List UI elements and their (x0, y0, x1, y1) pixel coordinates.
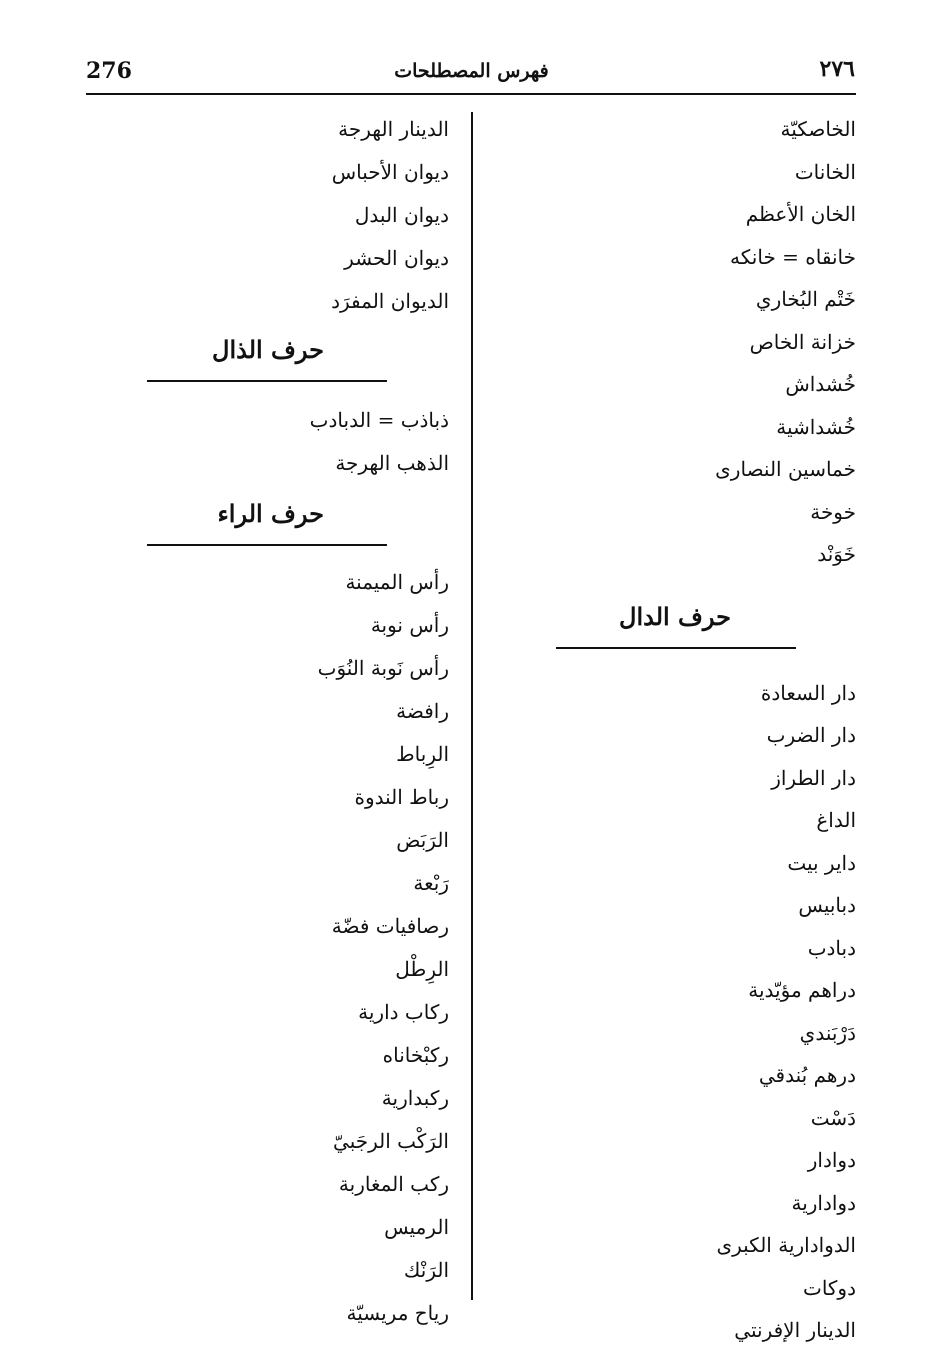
index-entry: داير بيت (787, 850, 856, 875)
index-entry: الرَكْب الرجَبيّ (333, 1129, 449, 1153)
index-entry: الدينار الهرجة (338, 117, 449, 141)
index-entry: رباط الندوة (354, 785, 449, 809)
index-entry: رصافيات فضّة (331, 914, 449, 938)
index-entry: الرِباط (396, 742, 449, 766)
index-entry: خوخة (810, 499, 856, 524)
index-entry: دوادار (807, 1148, 856, 1172)
index-entry: ديوان البدل (354, 203, 449, 227)
index-entry: ذباذب = الدبادب (309, 408, 449, 432)
index-entry: الداغ (816, 808, 856, 832)
index-entry: رياح مريسيّة (346, 1301, 449, 1325)
index-entry: الرَبَض (396, 828, 449, 852)
index-entry: درهم بُندقي (758, 1063, 856, 1087)
entries-kha (526, 108, 856, 576)
index-entry: خماسين النصارى (715, 457, 856, 481)
page-number-latin: 276 (86, 58, 132, 84)
index-entry: خُشداش (785, 372, 856, 396)
index-entry: دار الطراز (771, 765, 856, 790)
index-entry: الدينار الإفرنتي (734, 1318, 856, 1342)
entries-dhal (109, 399, 449, 485)
index-entry: دبابيس (798, 893, 856, 917)
section-dal (526, 592, 856, 672)
index-entry: خزانة الخاص (749, 329, 856, 354)
index-entry: الرَنْك (403, 1258, 449, 1282)
index-entry: الخاصكيّة (780, 117, 856, 141)
index-entry: رأس نَوبة النُوَب (317, 656, 449, 680)
entries-ra (109, 561, 449, 1335)
index-entry: دبادب (807, 935, 856, 960)
page-number-arabic: ٢٧٦ (819, 56, 855, 82)
index-entry: رأس نوبة (370, 613, 449, 637)
index-entry: خَوَنْد (817, 542, 856, 566)
section-rule (147, 380, 387, 382)
index-entry: الرِطْل (395, 957, 449, 981)
index-entry: الذهب الهرجة (335, 451, 449, 475)
index-entry: خُشداشية (776, 414, 856, 439)
index-entry: ركبْخاناه (382, 1043, 449, 1067)
section-heading-ra: حرف الراء (217, 499, 324, 528)
index-entry: الرميس (384, 1215, 449, 1239)
index-entry: رافضة (396, 699, 449, 723)
running-title: فهرس المصطلحات (394, 60, 549, 82)
index-entry: دوادارية (791, 1190, 856, 1215)
index-entry: الديوان المفرَد (331, 289, 449, 313)
index-entry: ديوان الأحباس (331, 160, 449, 184)
index-entry: ديوان الحشر (344, 246, 449, 270)
left-column (109, 108, 449, 1335)
column-divider (471, 112, 473, 1300)
index-entry: ركب المغاربة (338, 1172, 449, 1196)
index-entry: الدوادارية الكبرى (716, 1233, 856, 1257)
section-dhal (109, 329, 449, 399)
entries-dal (526, 672, 856, 1352)
index-entry: رَبْعة (413, 871, 449, 895)
index-entry: رأس الميمنة (345, 570, 449, 594)
index-entry: خانقاه = خانكه (730, 244, 856, 269)
index-entry: دراهم مؤيّدية (748, 978, 856, 1002)
index-entry: دار الضرب (766, 723, 856, 747)
index-entry: دار السعادة (760, 680, 856, 705)
index-entry: خَتْم البُخاري (755, 287, 856, 311)
index-entry: دَرْبَندي (799, 1020, 856, 1045)
index-entry: ركاب دارية (358, 1000, 449, 1024)
index-entry: الخانات (794, 159, 856, 184)
section-rule (556, 647, 796, 649)
right-column (526, 108, 856, 1352)
entries-dal-cont (109, 108, 449, 323)
section-heading-dhal: حرف الذال (212, 335, 324, 364)
index-entry: الخان الأعظم (745, 202, 856, 226)
header-rule (86, 93, 856, 95)
index-entry: دَسْت (810, 1105, 856, 1130)
index-entry: دوكات (802, 1275, 856, 1300)
section-rule (147, 544, 387, 546)
index-entry: ركبدارية (381, 1086, 449, 1110)
section-heading-dal: حرف الدال (619, 601, 731, 631)
section-ra (109, 493, 449, 561)
